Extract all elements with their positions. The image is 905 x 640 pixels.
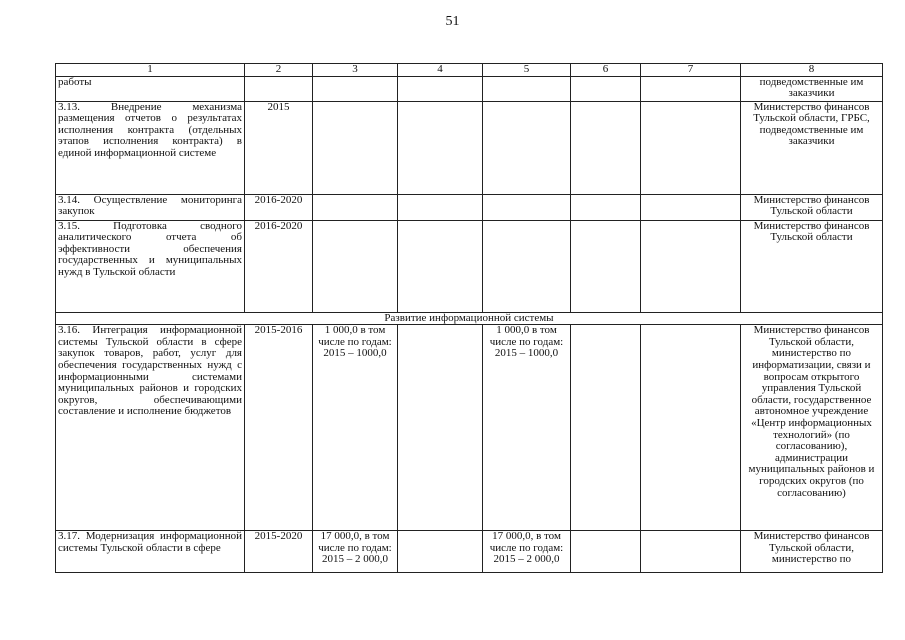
empty-cell — [398, 325, 483, 531]
funding-regional-cell: 1 000,0 в том числе по годам: 2015 – 1000,0 — [483, 325, 571, 531]
executor-cell: Министерство финансов Тульской области, ГРБС, подведомственные им заказчики — [741, 101, 883, 194]
table-row — [56, 220, 883, 312]
table-row — [56, 531, 883, 573]
empty-cell — [398, 531, 483, 573]
column-number: 7 — [641, 64, 741, 77]
empty-cell — [571, 325, 641, 531]
funding-total-cell — [313, 101, 398, 194]
empty-cell — [398, 220, 483, 312]
column-number: 4 — [398, 64, 483, 77]
period-cell: 2015-2020 — [245, 531, 313, 573]
funding-regional-cell: 17 000,0, в том числе по годам: 2015 – 2 000,0 — [483, 531, 571, 573]
funding-total-cell: 17 000,0, в том числе по годам: 2015 – 2 000,0 — [313, 531, 398, 573]
activity-name-cell: работы — [56, 76, 245, 101]
period-cell: 2016-2020 — [245, 194, 313, 220]
column-number: 5 — [483, 64, 571, 77]
executor-cell: подведомственные им заказчики — [741, 76, 883, 101]
empty-cell — [641, 325, 741, 531]
period-cell — [245, 76, 313, 101]
empty-cell — [641, 101, 741, 194]
column-number-row — [56, 64, 883, 77]
empty-cell — [641, 194, 741, 220]
funding-regional-cell — [483, 194, 571, 220]
section-title: Развитие информационной системы — [56, 312, 883, 325]
empty-cell — [571, 220, 641, 312]
empty-cell — [571, 76, 641, 101]
empty-cell — [571, 101, 641, 194]
activity-name-cell: 3.14. Осуществление мониторинга закупок — [56, 194, 245, 220]
empty-cell — [571, 531, 641, 573]
activity-name-cell: 3.16. Интеграция информационной системы Тульской области в сфере закупок товаров, работ, услуг для обеспечения государственных нужд с информационными системами муниципальных районов и городских округов, обеспечивающими составление и исполнение бюджетов — [56, 325, 245, 531]
program-activities-table — [55, 63, 883, 573]
table-row — [56, 194, 883, 220]
executor-cell: Министерство финансов Тульской области — [741, 194, 883, 220]
page-number: 51 — [445, 14, 460, 29]
funding-regional-cell — [483, 220, 571, 312]
section-row — [56, 312, 883, 325]
period-cell: 2016-2020 — [245, 220, 313, 312]
column-number: 8 — [741, 64, 883, 77]
executor-cell: Министерство финансов Тульской области, министерство по информатизации, связи и вопросам открытого управления Тульской области, государственное автономное учреждение «Центр информационных технологий» (по согласованию), администрации муниципальных районов и городских округов (по согласованию) — [741, 325, 883, 531]
funding-total-cell — [313, 194, 398, 220]
funding-total-cell — [313, 76, 398, 101]
empty-cell — [398, 101, 483, 194]
column-number: 3 — [313, 64, 398, 77]
activity-name-cell: 3.13. Внедрение механизма размещения отчетов о результатах исполнения контракта (отдельных этапов исполнения контракта) в единой информационной системе — [56, 101, 245, 194]
activity-name-cell: 3.17. Модернизация информационной системы Тульской области в сфере — [56, 531, 245, 573]
column-number: 2 — [245, 64, 313, 77]
funding-total-cell: 1 000,0 в том числе по годам: 2015 – 1000,0 — [313, 325, 398, 531]
executor-cell: Министерство финансов Тульской области, министерство по — [741, 531, 883, 573]
funding-regional-cell — [483, 76, 571, 101]
funding-total-cell — [313, 220, 398, 312]
empty-cell — [398, 194, 483, 220]
funding-regional-cell — [483, 101, 571, 194]
activity-name-cell: 3.15. Подготовка сводного аналитического отчета об эффективности обеспечения государственных и муниципальных нужд в Тульской области — [56, 220, 245, 312]
empty-cell — [641, 76, 741, 101]
table-row — [56, 76, 883, 101]
table-row — [56, 325, 883, 531]
period-cell: 2015-2016 — [245, 325, 313, 531]
empty-cell — [571, 194, 641, 220]
executor-cell: Министерство финансов Тульской области — [741, 220, 883, 312]
column-number: 6 — [571, 64, 641, 77]
empty-cell — [398, 76, 483, 101]
period-cell: 2015 — [245, 101, 313, 194]
empty-cell — [641, 220, 741, 312]
empty-cell — [641, 531, 741, 573]
column-number: 1 — [56, 64, 245, 77]
table-row — [56, 101, 883, 194]
